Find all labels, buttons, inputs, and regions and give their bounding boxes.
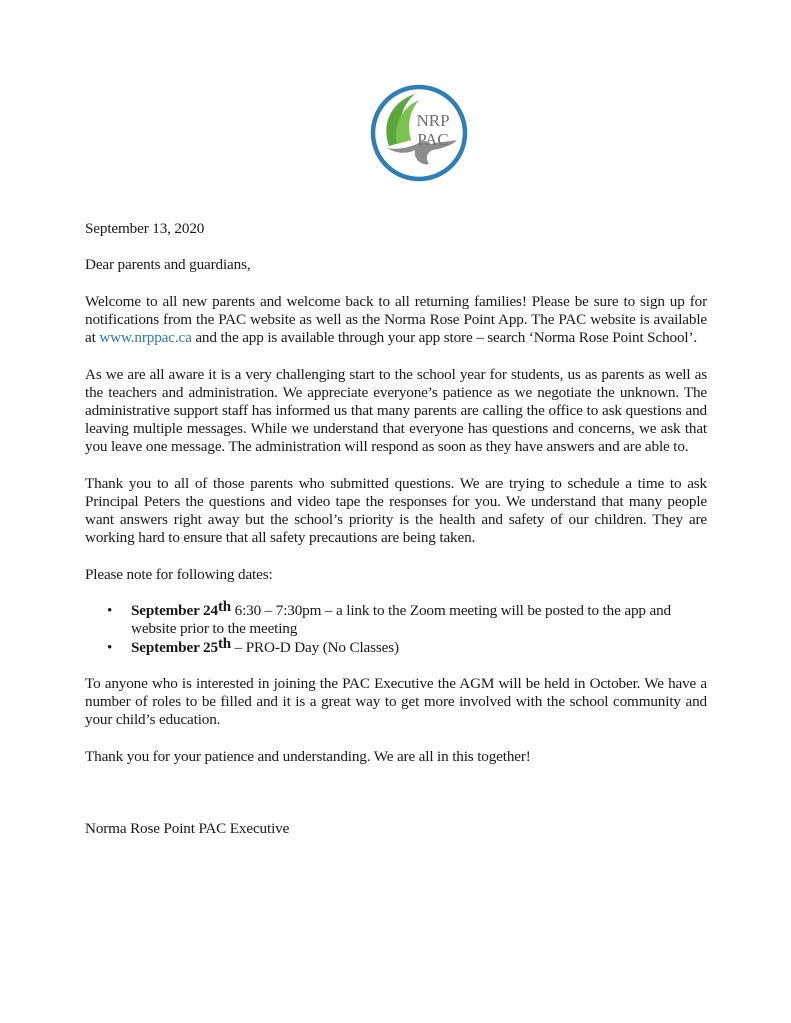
date-item [131, 635, 707, 657]
greeting: Dear parents and guardians, [85, 256, 251, 274]
letter-body [85, 220, 707, 856]
date-description: 6:30 – 7:30pm – a link to the Zoom meeting will be posted to the app and website prior to the meeting [131, 602, 671, 638]
closing-line: Thank you for your patience and understanding. We are all in this together! [85, 747, 531, 765]
date-item [131, 599, 707, 638]
logo-emblem-icon [367, 84, 471, 182]
svg-text:PAC: PAC [417, 130, 449, 149]
date-day: September 25 [131, 638, 218, 656]
svg-text:NRP: NRP [416, 111, 450, 130]
nrp-pac-logo [367, 84, 471, 182]
welcome-text: Welcome to all new parents and welcome back to all returning families! Please be sure to sign up for notifications from the PAC website as well as the Norma Rose Point App. The PAC website is available at [85, 292, 707, 347]
welcome-paragraph [85, 293, 707, 348]
dates-list [85, 599, 707, 657]
welcome-text-cont: and the app is available through your app store – search ‘Norma Rose Point School’. [191, 329, 698, 347]
date-day: September 24 [131, 602, 218, 620]
challenging-start-paragraph: As we are all aware it is a very challenging start to the school year for students, us as parents as well as the teachers and administration. We appreciate everyone’s patience as we negotiate the unknown. The administrative support staff has informed us that many parents are calling the office to ask questions and leaving multiple messages. While we understand that everyone has questions and concerns, we ask that you leave one message. The administration will respond as soon as they have answers and are able to. [85, 365, 707, 456]
signature: Norma Rose Point PAC Executive [85, 819, 290, 837]
agm-paragraph: To anyone who is interested in joining the PAC Executive the AGM will be held in October. We have a number of roles to be filled and it is a great way to get more involved with the school community and your child’s education. [85, 674, 707, 729]
date-suffix: th [217, 599, 231, 616]
questions-paragraph: Thank you to all of those parents who submitted questions. We are trying to schedule a time to ask Principal Peters the questions and video tape the responses for you. We understand that many people want answers right away but the school’s priority is the health and safety of our children. They are working hard to ensure that all safety precautions are being taken. [85, 474, 707, 547]
date-suffix: th [217, 635, 231, 652]
dates-intro: Please note for following dates: [85, 565, 273, 583]
letter-date: September 13, 2020 [85, 220, 205, 237]
date-description: – PRO-D Day (No Classes) [230, 638, 399, 656]
pac-website-link[interactable]: www.nrppac.ca [99, 329, 192, 347]
